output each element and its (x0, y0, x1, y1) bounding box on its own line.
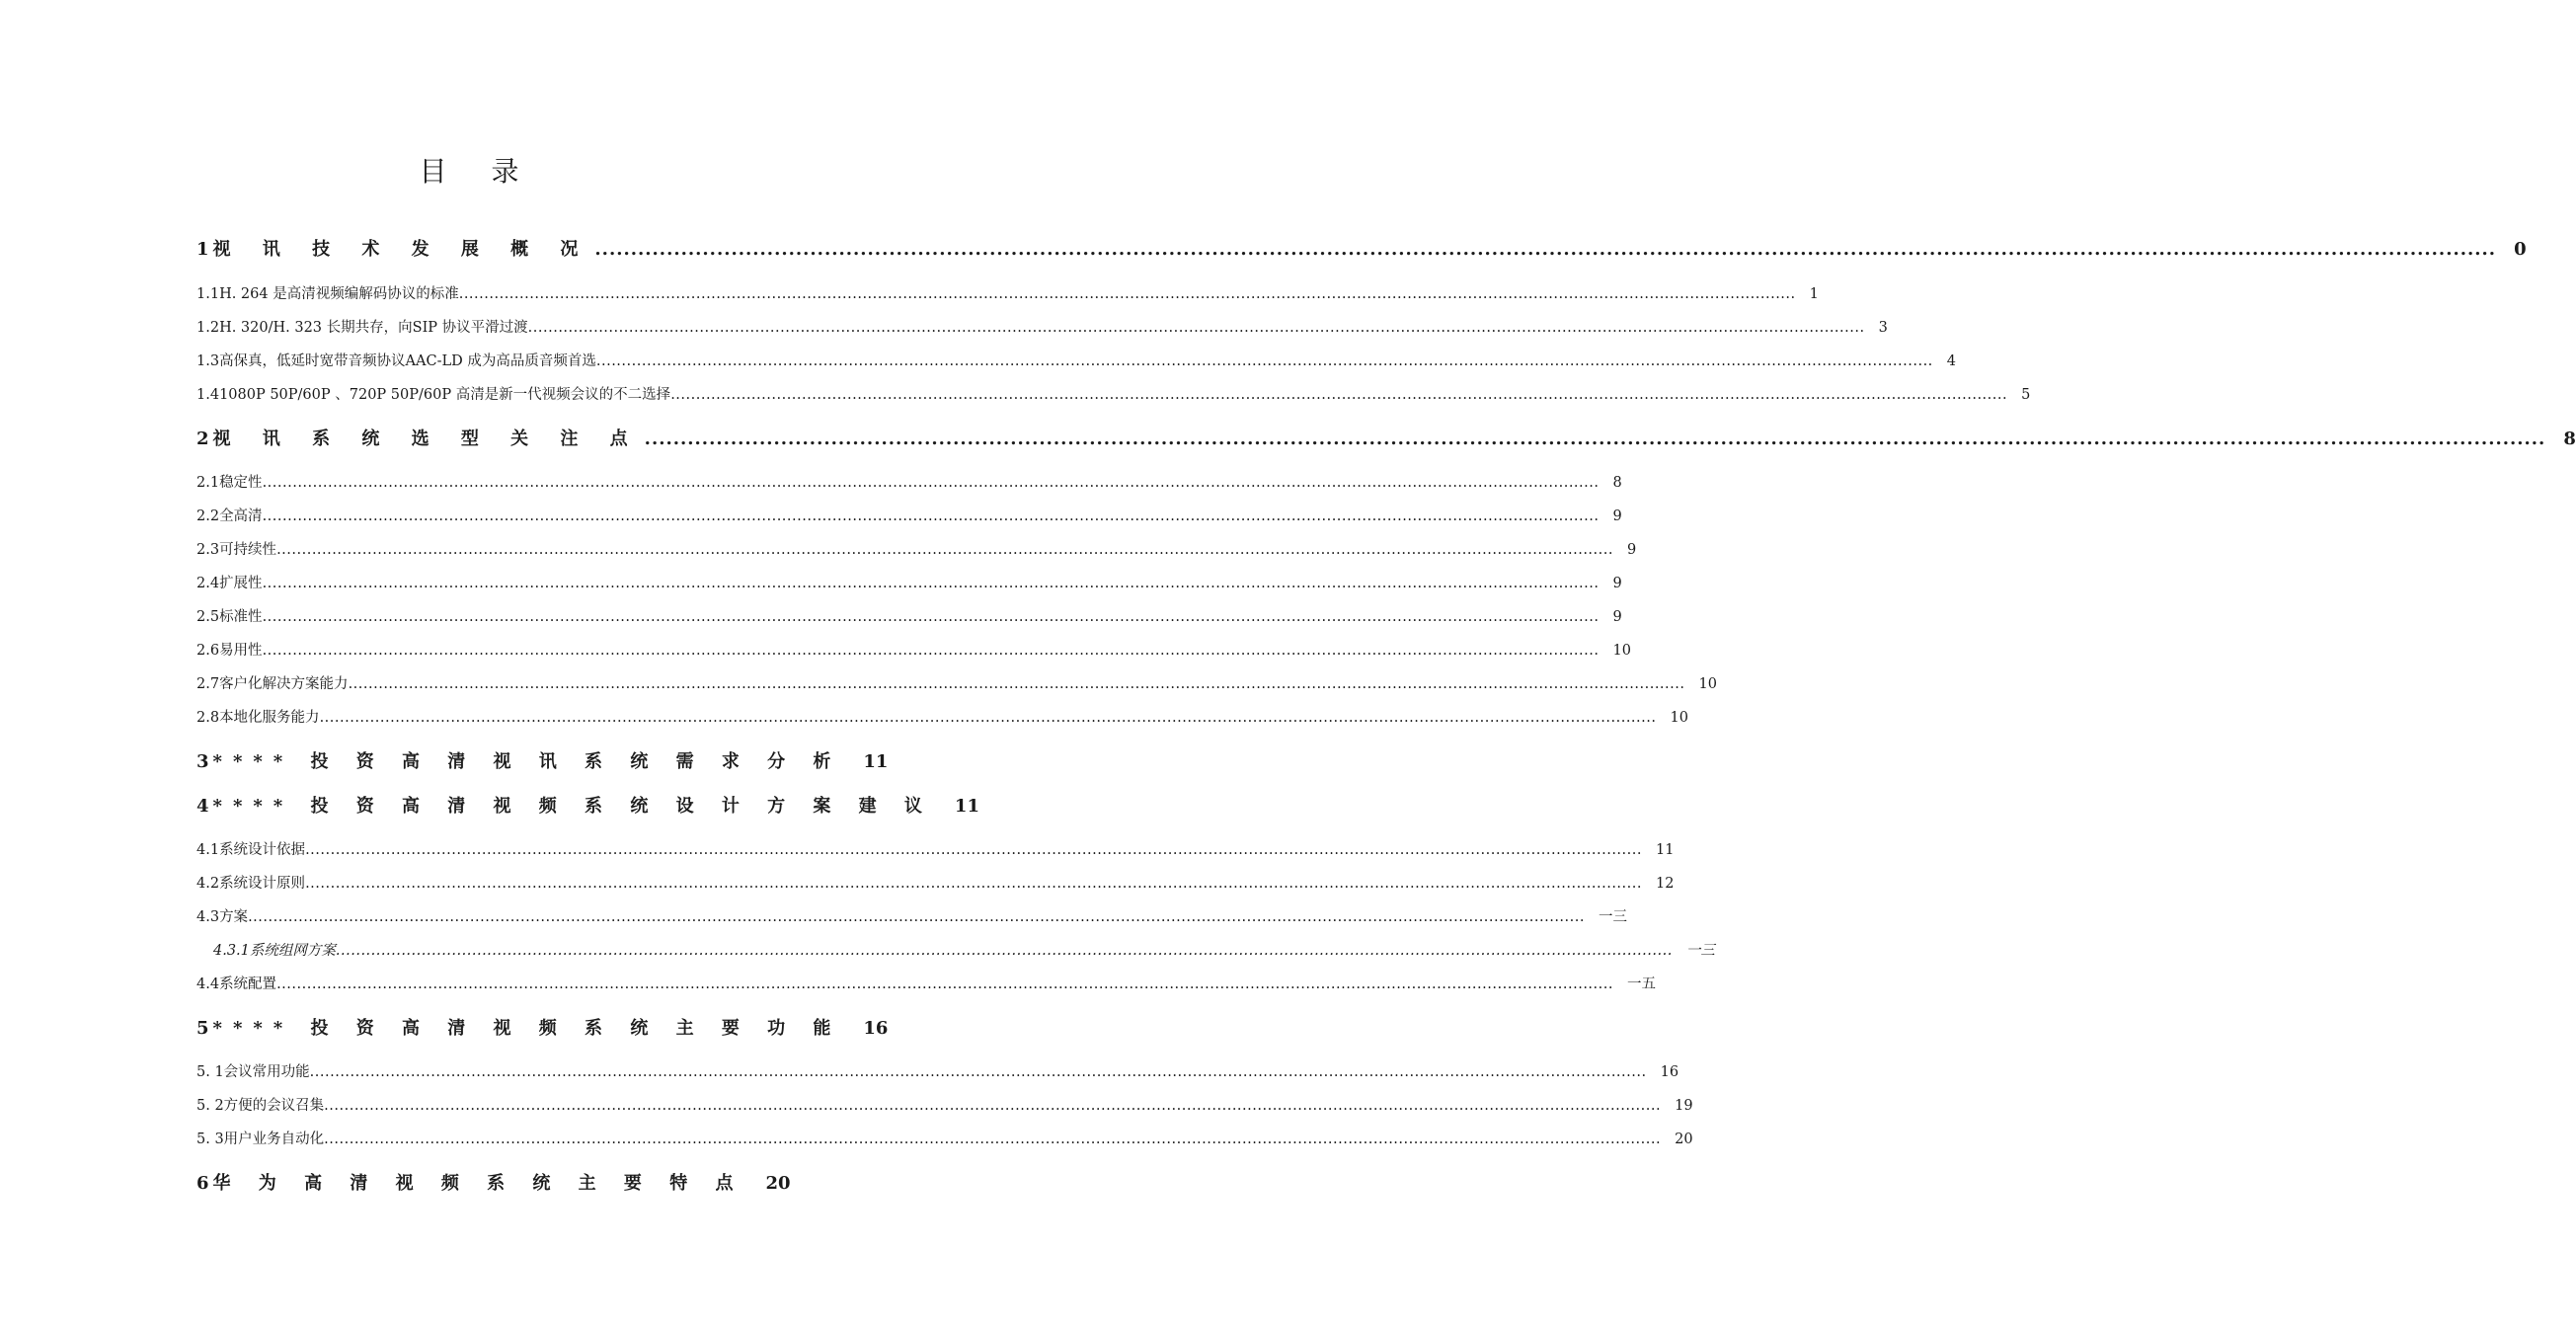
toc-leader (263, 508, 1600, 524)
toc-number: 5. 2 (196, 1098, 224, 1114)
toc-title: 华 为 高 清 视 频 系 统 主 要 特 点 (212, 1173, 744, 1194)
toc-title: 扩展性 (219, 576, 263, 591)
toc-leader (276, 542, 1613, 558)
toc-title: 系统设计原则 (219, 876, 306, 892)
toc-number: 4.1 (196, 842, 220, 858)
toc-page: 9 (1626, 542, 1637, 558)
toc-number: 4.3.1 (213, 943, 250, 959)
toc-title: 全高清 (219, 508, 263, 524)
toc-number: 5. 3 (196, 1132, 224, 1147)
toc-page: 一三 (1598, 909, 1627, 925)
toc-entry[interactable] (196, 282, 1819, 304)
toc-entry[interactable] (196, 538, 1637, 560)
toc-leader (263, 643, 1600, 659)
toc-page: 19 (1675, 1098, 1693, 1114)
toc-number: 2.5 (196, 609, 220, 625)
toc-title: H. 264 是高清视频编解码协议的标准 (219, 286, 459, 302)
toc-entry[interactable] (196, 1169, 791, 1197)
toc-number: 2.3 (196, 542, 220, 558)
toc-leader (594, 239, 2496, 260)
toc-leader (645, 429, 2546, 449)
toc-number: 4.2 (196, 876, 220, 892)
toc-page: 11 (954, 796, 979, 817)
toc-title: 客户化解决方案能力 (219, 676, 349, 692)
toc-title: 稳定性 (219, 475, 263, 491)
toc-page: 3 (1878, 320, 1888, 336)
toc-leader (459, 286, 1796, 302)
toc-title: 可持续性 (219, 542, 277, 558)
toc-entry[interactable] (196, 383, 2031, 405)
toc-leader (305, 876, 1642, 892)
toc-leader (336, 943, 1673, 959)
toc-title: **** 投 资 高 清 视 频 系 统 主 要 功 能 (212, 1018, 842, 1039)
toc-leader (670, 387, 2007, 403)
toc-leader (596, 353, 1933, 369)
toc-title: 视 讯 技 术 发 展 概 况 (212, 239, 591, 260)
toc-title: 高保真，低延时宽带音频协议AAC-LD 成为高品质音频首选 (219, 353, 596, 369)
toc-entry[interactable] (196, 471, 1622, 493)
toc-page: 11 (1655, 842, 1675, 858)
toc-entry[interactable] (196, 572, 1622, 593)
toc-entry[interactable] (196, 973, 1656, 994)
toc-title: H. 320/H. 323 长期共存，向SIP 协议平滑过渡 (219, 320, 528, 336)
toc-leader (263, 576, 1600, 591)
toc-entry[interactable] (196, 1128, 1693, 1149)
toc-title: 会议常用功能 (223, 1064, 310, 1080)
toc-number: 5 (196, 1018, 209, 1039)
toc-number: 2.7 (196, 676, 220, 692)
toc-entry[interactable] (196, 672, 1717, 694)
toc-entry[interactable] (196, 1014, 889, 1042)
toc-entry[interactable] (196, 792, 979, 820)
toc-number: 2.4 (196, 576, 220, 591)
toc-number: 5. 1 (196, 1064, 224, 1080)
toc-number: 4 (196, 796, 209, 817)
toc-number: 3 (196, 751, 209, 772)
toc-title: 本地化服务能力 (219, 710, 320, 726)
toc-number: 1.4 (196, 387, 220, 403)
toc-title: **** 投 资 高 清 视 频 系 统 设 计 方 案 建 议 (212, 796, 933, 817)
toc-leader (248, 909, 1585, 925)
toc-page: 12 (1655, 876, 1675, 892)
toc-page: 20 (1675, 1132, 1693, 1147)
toc-entry[interactable] (196, 706, 1688, 728)
toc-title: 系统配置 (219, 976, 277, 992)
toc-page: 9 (1612, 576, 1622, 591)
toc-page: 9 (1612, 508, 1622, 524)
toc-entry[interactable] (196, 1060, 1679, 1082)
toc-number: 2.2 (196, 508, 220, 524)
toc-leader (320, 710, 1657, 726)
toc-title: 用户业务自动化 (223, 1132, 325, 1147)
toc-title: 方案 (219, 909, 249, 925)
toc-number: 6 (196, 1173, 209, 1194)
toc-page: 10 (1612, 643, 1631, 659)
toc-entry[interactable] (196, 425, 2576, 452)
toc-entry[interactable] (196, 505, 1622, 526)
toc-leader (528, 320, 1865, 336)
toc-title: 系统组网方案 (249, 943, 336, 959)
toc-entry[interactable] (196, 838, 1675, 860)
toc-entry[interactable] (196, 350, 1957, 371)
toc-leader (276, 976, 1613, 992)
toc-leader (310, 1064, 1647, 1080)
toc-title: 标准性 (219, 609, 263, 625)
toc-page: 一三 (1685, 943, 1715, 959)
toc-leader (305, 842, 1642, 858)
toc-title: 系统设计依据 (219, 842, 306, 858)
toc-leader (263, 609, 1600, 625)
toc-number: 1 (196, 239, 209, 260)
toc-title: 视 讯 系 统 选 型 关 注 点 (212, 429, 641, 449)
toc-number: 1.2 (196, 320, 220, 336)
toc-page: 8 (2563, 429, 2576, 449)
toc-leader (349, 676, 1685, 692)
toc-number: 2.8 (196, 710, 220, 726)
toc-page: 5 (2021, 387, 2031, 403)
toc-title: 方便的会议召集 (223, 1098, 325, 1114)
toc-page: 一五 (1626, 976, 1656, 992)
toc-leader (324, 1132, 1661, 1147)
toc-title: 易用性 (219, 643, 263, 659)
toc-leader (263, 475, 1600, 491)
toc-page: 0 (2514, 239, 2527, 260)
toc-number: 1.3 (196, 353, 220, 369)
toc-page: 1 (1809, 286, 1819, 302)
toc-page: 16 (863, 1018, 889, 1039)
toc-page: 11 (863, 751, 889, 772)
page-title: 目 录 (419, 155, 537, 188)
toc-page: 16 (1660, 1064, 1679, 1080)
toc-page: 8 (1612, 475, 1622, 491)
toc-page: 10 (1670, 710, 1688, 726)
toc-number: 2 (196, 429, 209, 449)
toc-title: **** 投 资 高 清 视 讯 系 统 需 求 分 析 (212, 751, 842, 772)
toc-page: 20 (765, 1173, 791, 1194)
toc-number: 2.6 (196, 643, 220, 659)
toc-page: 10 (1698, 676, 1717, 692)
toc-title: 1080P 50P/60P 、720P 50P/60P 高清是新一代视频会议的不二选择 (219, 387, 671, 403)
toc-leader (324, 1098, 1661, 1114)
toc-page: 9 (1612, 609, 1622, 625)
toc-number: 4.3 (196, 909, 220, 925)
toc-entry[interactable] (196, 905, 1627, 927)
toc-entry[interactable] (196, 235, 2527, 263)
toc-number: 4.4 (196, 976, 220, 992)
toc-entry[interactable] (196, 747, 889, 775)
toc-number: 2.1 (196, 475, 220, 491)
toc-entry[interactable] (196, 316, 1888, 338)
toc-entry[interactable] (213, 939, 1715, 961)
toc-page: 4 (1946, 353, 1957, 369)
toc-number: 1.1 (196, 286, 220, 302)
toc-entry[interactable] (196, 605, 1622, 627)
toc-entry[interactable] (196, 639, 1631, 661)
toc-entry[interactable] (196, 872, 1675, 894)
toc-entry[interactable] (196, 1094, 1693, 1116)
